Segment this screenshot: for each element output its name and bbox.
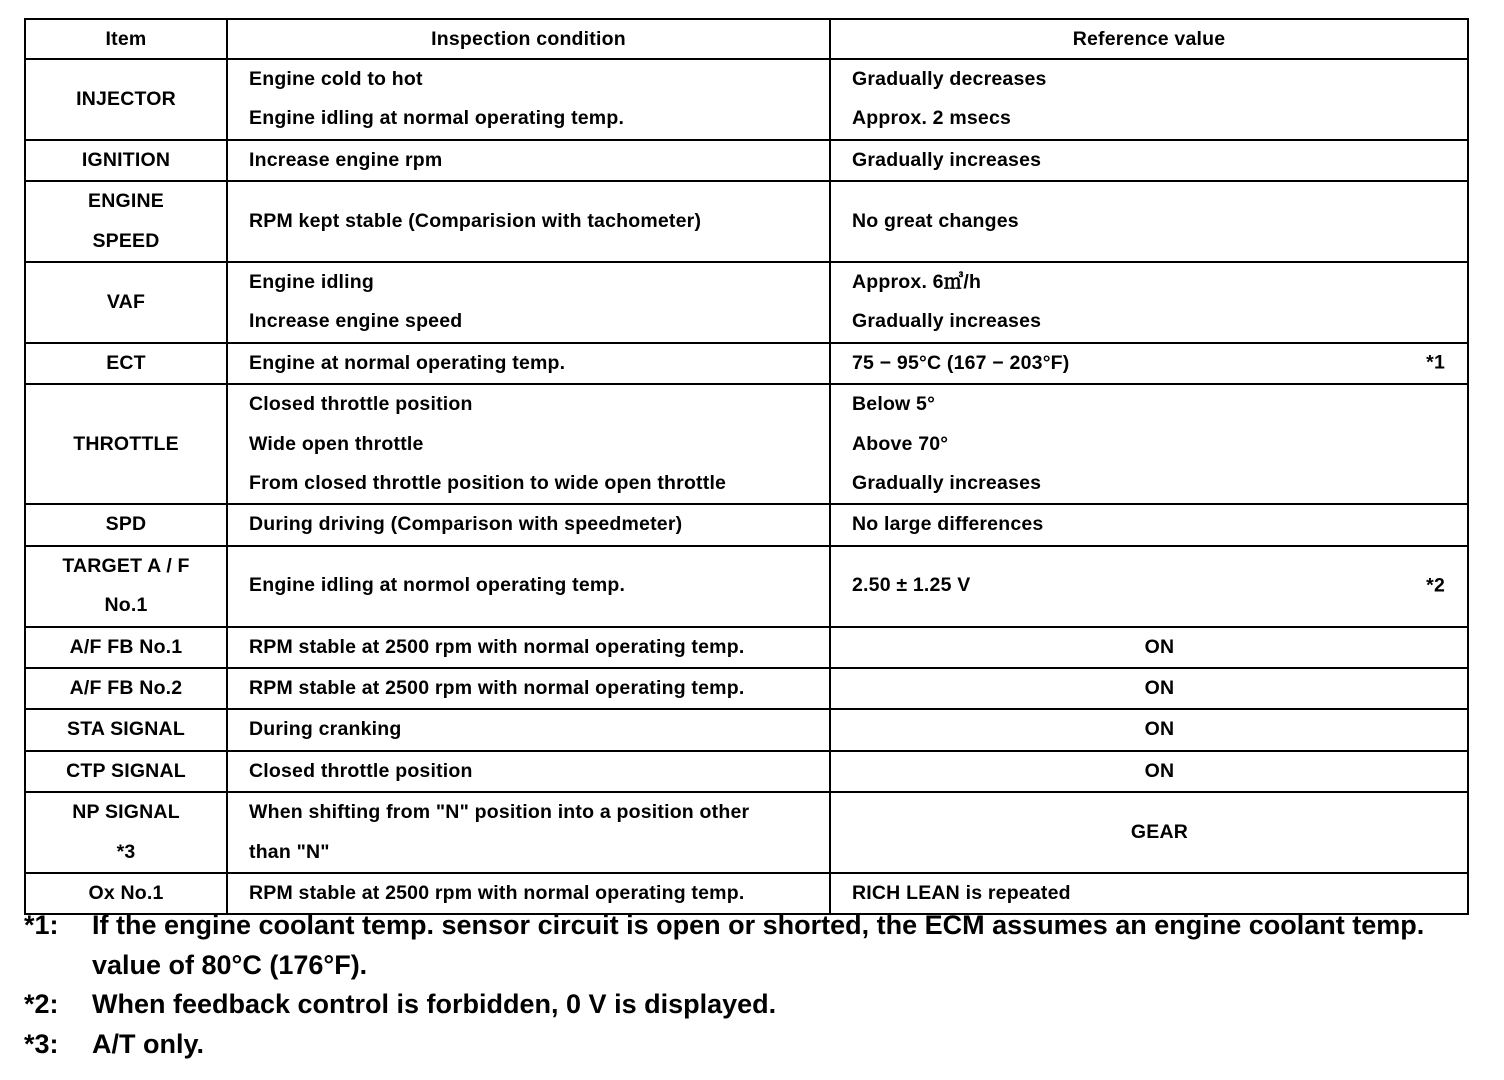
table-row: [25, 504, 1468, 545]
inspection-condition-text: From closed throttle position to wide open throttle: [249, 471, 727, 494]
table-row: [25, 709, 1468, 750]
row-reference-cell: [830, 668, 1468, 709]
row-item-label: NP SIGNAL: [72, 801, 180, 824]
row-item-label: CTP SIGNAL: [66, 759, 186, 782]
reference-value-text: Gradually increases: [852, 471, 1042, 494]
footnote: [24, 906, 1484, 985]
row-item-cell: [25, 751, 227, 792]
footnote-text: When feedback control is forbidden, 0 V is displayed.: [92, 989, 777, 1019]
table-header-row: [25, 19, 1468, 59]
row-condition-cell: [227, 627, 830, 668]
row-item-cell: [25, 343, 227, 384]
row-item-label: Ox No.1: [88, 881, 164, 904]
reference-value-text: ON: [1144, 676, 1175, 699]
row-reference-cell: [830, 504, 1468, 545]
row-condition-cell: [227, 751, 830, 792]
row-reference-cell: [830, 262, 1468, 343]
inspection-condition-text: When shifting from "N" position into a position other: [249, 801, 750, 824]
inspection-condition-text: Wide open throttle: [249, 432, 424, 455]
row-item-label: THROTTLE: [73, 432, 179, 455]
row-reference-cell: [830, 792, 1468, 873]
inspection-condition-text: Engine idling: [249, 270, 375, 293]
table-row: [25, 668, 1468, 709]
reference-value-text: Below 5°: [852, 393, 936, 416]
inspection-condition-text: RPM stable at 2500 rpm with normal operating temp.: [249, 881, 745, 904]
reference-value-text: ON: [1144, 635, 1175, 658]
row-reference-cell: [830, 181, 1468, 262]
row-item-cell: [25, 709, 227, 750]
footnotes: [24, 906, 1484, 1064]
row-condition-cell: [227, 181, 830, 262]
footnote: [24, 985, 1484, 1025]
row-condition-cell: [227, 546, 830, 627]
row-condition-cell: [227, 262, 830, 343]
reference-value-text: GEAR: [1130, 820, 1189, 843]
reference-value-text: 75 − 95°C (167 − 203°F): [852, 351, 1070, 374]
row-item-label: STA SIGNAL: [67, 718, 185, 741]
row-item-cell: [25, 668, 227, 709]
reference-value-text: Above 70°: [852, 432, 949, 455]
row-item-cell: [25, 262, 227, 343]
inspection-condition-text: During driving (Comparison with speedmeter): [249, 513, 683, 536]
row-item-label: ENGINE: [88, 190, 164, 213]
row-reference-cell: [830, 140, 1468, 181]
inspection-condition-text: Engine cold to hot: [249, 68, 423, 90]
table-row: [25, 59, 1468, 140]
inspection-condition-text: Engine idling at normol operating temp.: [249, 574, 626, 597]
reference-value-text: Approx. 2 msecs: [852, 107, 1012, 130]
row-item-label: No.1: [104, 594, 148, 617]
table-row: [25, 140, 1468, 181]
footnote-text: If the engine coolant temp. sensor circuit is open or shorted, the ECM assumes an engine coolant temp. value of 80°C (176°F).: [92, 910, 1425, 980]
reference-value-text: ON: [1144, 759, 1175, 782]
reference-value-text: ON: [1144, 718, 1175, 741]
reference-value-text: No large differences: [852, 513, 1044, 536]
header-inspection-condition: Inspection condition: [227, 19, 830, 59]
row-item-cell: [25, 384, 227, 504]
row-condition-cell: [227, 384, 830, 504]
row-item-label: TARGET A / F: [62, 554, 190, 577]
row-item-cell: [25, 181, 227, 262]
row-item-label: *3: [116, 840, 136, 863]
row-reference-cell: [830, 546, 1468, 627]
row-item-label: INJECTOR: [76, 87, 176, 110]
inspection-condition-text: Closed throttle position: [249, 393, 473, 416]
row-item-label: SPEED: [92, 229, 160, 252]
row-condition-cell: [227, 343, 830, 384]
row-reference-cell: [830, 384, 1468, 504]
table-body: [25, 59, 1468, 914]
table-row: [25, 343, 1468, 384]
footnote-mark: *2:: [24, 989, 59, 1019]
row-condition-cell: [227, 668, 830, 709]
row-condition-cell: [227, 792, 830, 873]
inspection-condition-text: than "N": [249, 840, 330, 863]
reference-value-text: Gradually decreases: [852, 68, 1047, 90]
inspection-condition-text: Closed throttle position: [249, 759, 473, 782]
inspection-condition-text: Engine at normal operating temp.: [249, 351, 566, 374]
row-condition-cell: [227, 709, 830, 750]
footnote-mark: *3:: [24, 1028, 59, 1059]
inspection-condition-text: Increase engine rpm: [249, 148, 443, 171]
inspection-condition-text: Increase engine speed: [249, 310, 463, 333]
row-item-cell: [25, 546, 227, 627]
footnote-mark: *1:: [24, 910, 59, 940]
inspection-condition-text: RPM stable at 2500 rpm with normal operating temp.: [249, 676, 745, 699]
table-row: [25, 181, 1468, 262]
reference-value-text: 2.50 ± 1.25 V: [852, 574, 971, 597]
row-item-label: ECT: [106, 351, 146, 374]
header-item: Item: [25, 19, 227, 59]
row-item-cell: [25, 504, 227, 545]
footnote: [24, 1025, 1484, 1065]
row-item-label: VAF: [106, 290, 146, 313]
row-item-label: A/F FB No.1: [69, 635, 183, 658]
inspection-condition-text: During cranking: [249, 718, 402, 741]
footnote-marker: *1: [1426, 351, 1445, 374]
row-condition-cell: [227, 59, 830, 140]
table-row: [25, 792, 1468, 873]
row-item-label: SPD: [105, 513, 147, 536]
reference-value-text: RICH LEAN is repeated: [852, 881, 1071, 904]
row-reference-cell: [830, 751, 1468, 792]
table-row: [25, 262, 1468, 343]
row-reference-cell: [830, 627, 1468, 668]
table-row: [25, 546, 1468, 627]
reference-value-text: No great changes: [852, 209, 1019, 232]
table-row: [25, 627, 1468, 668]
row-item-cell: [25, 140, 227, 181]
row-condition-cell: [227, 504, 830, 545]
row-item-label: A/F FB No.2: [69, 676, 183, 699]
row-item-cell: [25, 627, 227, 668]
row-reference-cell: [830, 59, 1468, 140]
header-reference-value: Reference value: [830, 19, 1468, 59]
row-reference-cell: [830, 709, 1468, 750]
footnote-marker: *2: [1426, 574, 1445, 597]
row-item-cell: [25, 59, 227, 140]
reference-value-text: Gradually increases: [852, 310, 1042, 333]
table-row: [25, 751, 1468, 792]
row-item-cell: [25, 792, 227, 873]
table-row: [25, 384, 1468, 504]
row-reference-cell: [830, 343, 1468, 384]
inspection-table: [24, 18, 1469, 915]
inspection-condition-text: RPM stable at 2500 rpm with normal operating temp.: [249, 635, 745, 658]
reference-value-text: Gradually increases: [852, 148, 1042, 171]
inspection-condition-text: RPM kept stable (Comparision with tachometer): [249, 209, 702, 232]
inspection-condition-text: Engine idling at normal operating temp.: [249, 107, 625, 130]
row-condition-cell: [227, 140, 830, 181]
row-item-label: IGNITION: [81, 148, 171, 171]
footnote-text: A/T only.: [92, 1028, 204, 1059]
reference-value-text: Approx. 6㎥/h: [852, 270, 982, 293]
